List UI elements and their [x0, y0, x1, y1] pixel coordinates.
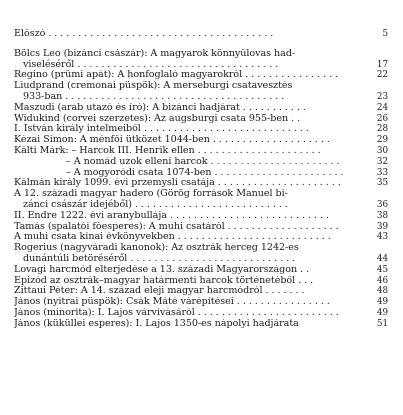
dot-leader: . . . . . . . . . . . . . . . . . . . . . .: [207, 156, 340, 167]
dot-leader: . . . . . . . . . . . . . . . . . . . . . . . . . . .: [166, 210, 329, 221]
dot-leader: . . . . . . . . . . . . . . . . . . . . . . . . . . . . . . . . . . . . . .: [45, 29, 274, 39]
toc-entry-title-line: [14, 265, 372, 276]
toc-list: [14, 29, 388, 330]
toc-entry-title: [14, 146, 372, 157]
toc-page-number: 5: [382, 29, 388, 39]
dot-leader: . . . . . . . . . . . . . . . . . . . . . . . . . . . . . . . . . . . . .: [62, 90, 285, 102]
toc-entry-title-line: [14, 286, 372, 297]
toc-entry: [14, 232, 388, 243]
dot-leader: . . . . . . . . . . . . . . . . . . . . . .: [211, 167, 344, 178]
toc-entry-title-text: Kézai Simon: A ménfői ütközet 1044-ben: [14, 135, 210, 146]
toc-entry-title-line: [14, 200, 372, 211]
toc-entry-title-line: János (küküllei esperes): I. Lajos 1350-es nápolyi hadjárata: [14, 318, 299, 329]
toc-entry: [14, 286, 388, 297]
toc-entry-title: [14, 222, 372, 233]
toc-entry-title-line: [14, 178, 372, 189]
toc-entry-title-text: János (nyitrai püspök): Csák Máté várépítései: [14, 297, 234, 308]
toc-entry: [14, 211, 388, 222]
toc-entry-title: [14, 297, 372, 308]
toc-entry-title-text: Zittaui Péter: A 14. század eleji magyar harcmódról: [14, 286, 263, 297]
toc-page-number: 22: [376, 70, 388, 81]
toc-entry-title: [14, 124, 372, 135]
dot-leader: . . . . . . . . . . . . . . . .: [233, 297, 330, 308]
toc-entry-title: [14, 114, 372, 125]
toc-page-number: 23: [376, 91, 388, 102]
toc-entry: [14, 189, 388, 211]
toc-entry-title-text: A muhi csata kínai évkönyvekben: [14, 232, 175, 243]
toc-entry-title-line: [14, 211, 372, 222]
toc-entry: [14, 319, 388, 330]
toc-entry-title-text: – A nomád uzok elleni harcok: [66, 156, 208, 167]
toc-page-number: 45: [376, 264, 388, 275]
dot-leader: . . . . . . . . . . . . . . . . . . . . .: [194, 145, 321, 156]
toc-entry-title: [14, 29, 372, 40]
toc-page-number: 46: [376, 275, 388, 286]
toc-entry-title-line: [14, 124, 372, 135]
toc-entry-title-line: [14, 135, 372, 146]
toc-entry: [14, 49, 388, 71]
toc-page-number: 35: [376, 178, 388, 189]
toc-entry-title-text: Epizód az osztrák–magyar határmenti harcok történetéből: [14, 275, 296, 286]
dot-leader: . . . . . . . . . . . . . . . . . . . . . . . . . . . .: [140, 124, 309, 135]
toc-entry: [14, 297, 388, 308]
toc-entry-title-text: I. István király intelmeiből: [14, 124, 141, 135]
toc-page-number: 33: [376, 167, 388, 178]
toc-entry-title-line: [14, 29, 372, 40]
toc-page-number: 30: [376, 145, 388, 156]
toc-entry-title: [14, 286, 372, 297]
toc-entry: [14, 265, 388, 276]
toc-entry-title-line: [14, 92, 372, 103]
toc-entry-title-line: Liudprand (cremonai püspök): A merseburgi csatavesztés: [14, 81, 293, 92]
dot-leader: . . . . . . . . . . . . . . . . . . . . . . . . . .: [174, 232, 331, 243]
toc-entry-title-text: Maszudi (arab utazó és író): A bizánci hadjárat: [14, 102, 240, 113]
toc-entry-title-line: [14, 254, 372, 265]
toc-entry: [14, 157, 388, 168]
toc-entry-title-line: [14, 103, 372, 114]
toc-entry-title-line: [66, 168, 372, 179]
toc-entry: [14, 103, 388, 114]
toc-entry-title-text: II. Endre 1222. évi aranybullája: [14, 210, 167, 221]
toc-entry: [14, 135, 388, 146]
toc-entry-title: [14, 265, 372, 276]
dot-leader: . . . . . . .: [262, 286, 305, 297]
toc-page-number: 39: [376, 221, 388, 232]
toc-entry-title-line: [14, 60, 372, 71]
toc-entry-title: [14, 70, 372, 81]
toc-page-number: 29: [376, 135, 388, 146]
toc-page-number: 43: [376, 232, 388, 243]
toc-page-number: 49: [376, 297, 388, 308]
toc-entry-title: [14, 49, 372, 71]
toc-page-number: 36: [376, 199, 388, 210]
toc-entry-title-line: [14, 232, 372, 243]
toc-entry-title-text: Lovagi harcmód elterjedése a 13. századi Magyarországon: [14, 264, 298, 275]
toc-entry-title-text: – A mogyoródi csata 1074-ben: [66, 167, 212, 178]
toc-page-number: 44: [376, 253, 388, 264]
toc-entry-title: [14, 232, 372, 243]
dot-leader: . . . . . . . . . . .: [239, 102, 306, 113]
toc-entry-title-line: [14, 276, 372, 287]
toc-entry: [14, 243, 388, 265]
dot-leader: . . . . . . . . . . . . . . . . . . . . .: [214, 178, 341, 189]
toc-entry-title-text: Kálti Márk: – Harcok III. Henrik ellen: [14, 145, 195, 156]
toc-entry-title: [14, 81, 372, 103]
toc-entry-title-line: [14, 308, 372, 319]
toc-entry-title-line: [66, 157, 372, 168]
toc-entry: [14, 308, 388, 319]
toc-entry-title-text: Kálmán király 1099. évi przemysli csatája: [14, 178, 215, 189]
dot-leader: . . . . . . . . . . . . . . . . . . . . . . . . . . . .: [127, 252, 296, 264]
toc-entry: [14, 114, 388, 125]
toc-page-number: 26: [376, 113, 388, 124]
toc-entry-title: [14, 135, 372, 146]
toc-entry-title-text: Tamás (spalatói főesperes): A muhi csatáról: [14, 221, 225, 232]
toc-entry: [14, 178, 388, 189]
toc-entry: [14, 124, 388, 135]
toc-entry-title-line: [14, 114, 372, 125]
toc-entry-title: [14, 178, 372, 189]
toc-entry-title-line: Bölcs Leo (bizánci császár): A magyarok könnyűlovas had-: [14, 48, 296, 59]
dot-leader: . . .: [295, 275, 314, 286]
dot-leader: . . . . . . . . . . . . . . . . . . . . . . . .: [194, 307, 339, 318]
toc-page-number: 38: [376, 210, 388, 221]
toc-entry-title: [14, 103, 372, 114]
toc-page-number: 28: [376, 124, 388, 135]
table-of-contents: [14, 20, 388, 330]
toc-entry: [14, 146, 388, 157]
toc-entry-title-line: [14, 297, 372, 308]
toc-page-number: 32: [376, 156, 388, 167]
dot-leader: . . . . . . . . . . . . . . . . . . .: [224, 221, 339, 232]
toc-entry-title-text: 933-ban: [23, 90, 63, 102]
toc-entry-title: [14, 319, 372, 330]
toc-entry-title: [14, 243, 372, 265]
toc-entry: [14, 81, 388, 103]
dot-leader: . . . . . . . . . . . . . . . . . . . . . . . . . .: [131, 198, 288, 210]
toc-page-number: 24: [376, 102, 388, 113]
toc-entry: [14, 276, 388, 287]
dot-leader: . .: [297, 264, 310, 275]
toc-entry-title-line: [14, 146, 372, 157]
toc-entry: [14, 222, 388, 233]
toc-page-number: 48: [376, 286, 388, 297]
toc-entry-title-text: dunántúli betöréséről: [23, 252, 128, 264]
toc-entry-title: [14, 157, 372, 168]
toc-entry-title-line: [14, 222, 372, 233]
toc-entry-title: [14, 276, 372, 287]
dot-leader: . . . . . . . . . . . . . . . .: [242, 70, 339, 81]
toc-entry: [14, 168, 388, 179]
toc-entry-title-text: zánci császár idejéből): [23, 198, 132, 210]
toc-page-number: 51: [376, 318, 388, 329]
toc-entry-title-text: viseléséről: [23, 58, 75, 70]
toc-entry: [14, 29, 388, 40]
toc-entry-title-line: Rogerius (nagyváradi kanonok): Az osztrák herceg 1242-es: [14, 243, 299, 254]
toc-entry-title-text: Widukind (corvei szerzetes): Az augsburgi csata 955-ben: [14, 113, 289, 124]
toc-entry-title-line: [14, 70, 372, 81]
toc-entry: [14, 70, 388, 81]
dot-leader: . . . . . . . . . . . . . . . . . . . . . . . . . . . . . . . . . .: [74, 58, 279, 70]
toc-page-number: 49: [376, 307, 388, 318]
toc-entry-title: [14, 189, 372, 211]
toc-entry-title-text: Regino (prümi apát): A honfoglaló magyarokról: [14, 70, 243, 81]
toc-entry-title: [14, 211, 372, 222]
toc-entry-title-text: János (minorita): I. Lajos várvívásáról: [14, 307, 195, 318]
toc-entry-title: [14, 168, 372, 179]
toc-page-number: 17: [376, 59, 388, 70]
dot-leader: . . . . . . . . . . . . . . . . . . . .: [209, 135, 330, 146]
toc-entry-title: [14, 308, 372, 319]
dot-leader: . .: [288, 113, 301, 124]
toc-entry-title-line: A 12. századi magyar hadero (Görög források Manuel bi-: [14, 189, 288, 200]
toc-entry-title-text: Előszó: [14, 29, 46, 39]
